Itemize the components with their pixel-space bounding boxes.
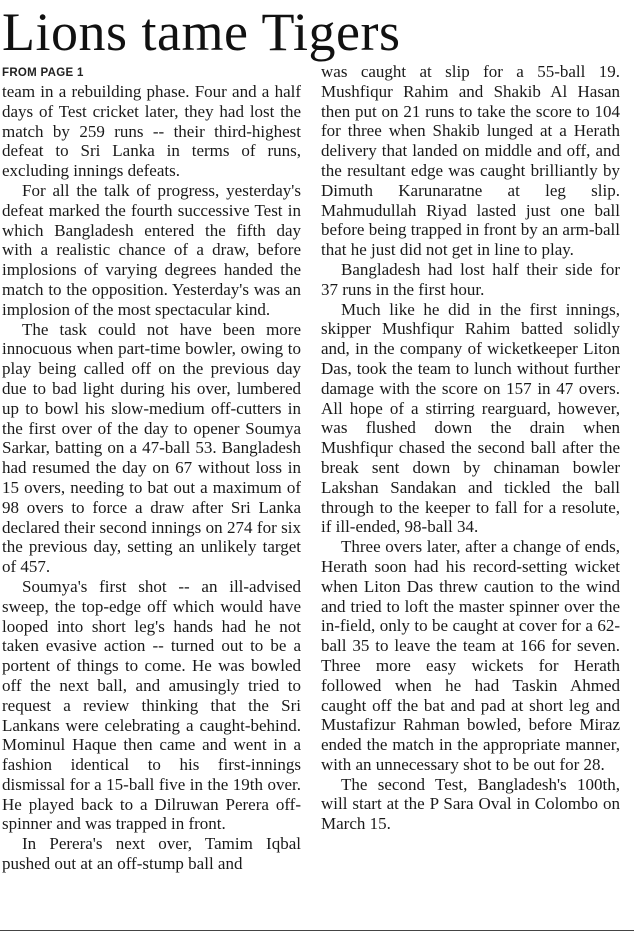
headline: Lions tame Tigers — [2, 2, 401, 62]
paragraph: team in a rebuilding phase. Four and a half days of Test cricket later, they had lost the match by 259 runs -- their third-highest defeat to Sri Lanka in terms of runs, excluding innings defeats. — [2, 82, 301, 181]
paragraph: Bangladesh had lost half their side for 37 runs in the first hour. — [321, 259, 620, 299]
paragraph: The second Test, Bangladesh's 100th, will start at the P Sara Oval in Colombo on March 15. — [321, 774, 620, 834]
bottom-rule — [0, 930, 634, 931]
paragraph: The task could not have been more innocuous when part-time bowler, owing to play being called off on the previous day due to bad light during his over, lumbered up to bowl his slow-medium off-cutters in the first over of the day to opener Soumya Sarkar, batting on a 47-ball 53. Bangladesh had resumed the day on 67 without loss in 15 overs, needing to bat out a maximum of 98 overs to force a draw after Sri Lanka declared their second innings on 274 for six the previous day, setting an unlikely target of 457. — [2, 319, 301, 577]
continued-from-label: FROM PAGE 1 — [2, 67, 84, 79]
paragraph: Soumya's first shot -- an ill-advised sweep, the top-edge off which would have looped into short leg's hands had he not taken evasive action -- turned out to be a portent of things to come. He was bowled off the next ball, and amusingly tried to request a review thinking that the Sri Lankans were celebrating a caught-behind. Mominul Haque then came and went in a fashion identical to his first-innings dismissal for a 15-ball five in the 19th over. He played back to a Dilruwan Perera off-spinner and was trapped in front. — [2, 576, 301, 834]
paragraph: For all the talk of progress, yesterday's defeat marked the fourth successive Test in which Bangladesh entered the fifth day with a realistic chance of a draw, before implosions of varying degrees handed the match to the opposition. Yesterday's was an implosion of the most spectacular kind. — [2, 180, 301, 319]
article-column-left — [2, 82, 301, 928]
article-column-right — [321, 62, 620, 928]
paragraph: Three overs later, after a change of ends, Herath soon had his record-setting wicket when Liton Das threw caution to the wind and tried to loft the master spinner over the in-field, only to be caught at cover for a 62-ball 35 to leave the team at 166 for seven. Three more easy wickets for Herath followed when he had Taskin Ahmed caught off the bat and pad at short leg and Mustafizur Rahman bowled, before Miraz ended the match in the appropriate manner, with an unnecessary shot to be out for 28. — [321, 537, 620, 774]
paragraph: In Perera's next over, Tamim Iqbal pushed out at an off-stump ball and — [2, 834, 301, 874]
paragraph: Much like he did in the first innings, skipper Mushfiqur Rahim batted solidly and, in the company of wicketkeeper Liton Das, took the team to lunch without further damage with the score on 157 in 47 overs. All hope of a stirring rearguard, however, was flushed down the drain when Mushfiqur chased the second ball after the break sent down by chinaman bowler Lakshan Sandakan and tickled the ball through to the keeper to fall for a resolute, if ill-ended, 98-ball 34. — [321, 299, 620, 537]
paragraph: was caught at slip for a 55-ball 19. Mushfiqur Rahim and Shakib Al Hasan then put on 21 runs to take the score to 104 for three when Shakib lunged at a Herath delivery that landed on middle and off, and the resultant edge was caught brilliantly by Dimuth Karunaratne at leg slip. Mahmudullah Riyad lasted just one ball before being trapped in front by an arm-ball that he just did not get in line to play. — [321, 62, 620, 260]
